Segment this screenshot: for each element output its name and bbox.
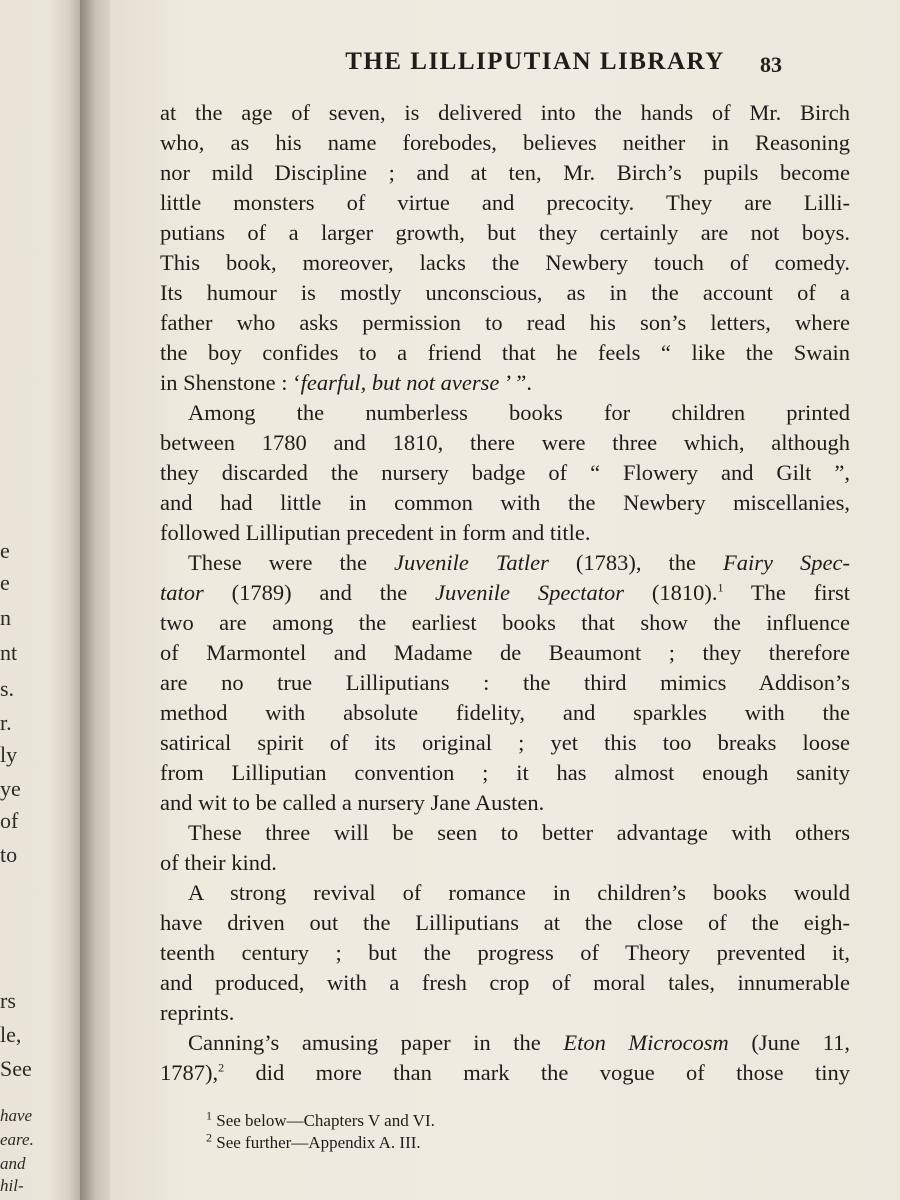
text-span: (1783), the bbox=[548, 550, 724, 575]
text-line: A strong revival of romance in children’s books would bbox=[188, 880, 850, 905]
text-span: ’ ”. bbox=[499, 370, 533, 395]
text-line: Among the numberless books for children printed bbox=[188, 400, 850, 425]
text-span: (1810). bbox=[624, 580, 718, 605]
left-fragment: n bbox=[0, 605, 11, 630]
text-line bbox=[160, 578, 850, 608]
left-fragment: nt bbox=[0, 640, 18, 665]
left-fragment: of bbox=[0, 808, 19, 833]
text-line: the boy confides to a friend that he feels “ like the Swain bbox=[160, 340, 850, 365]
italic-title: Juvenile Tatler bbox=[393, 550, 549, 575]
body-text bbox=[160, 98, 850, 1088]
left-fragment: have bbox=[0, 1106, 33, 1125]
left-fragment: See bbox=[0, 1056, 32, 1081]
left-fragment: to bbox=[0, 842, 18, 867]
left-fragment: s. bbox=[0, 676, 15, 701]
footnote-text: See below—Chapters V and VI. bbox=[212, 1111, 435, 1130]
text-line: reprints. bbox=[160, 1000, 235, 1025]
text-line: and wit to be called a nursery Jane Austen. bbox=[160, 790, 545, 815]
right-page bbox=[110, 0, 900, 1200]
text-span: Canning’s amusing paper in the bbox=[188, 1030, 564, 1055]
text-line: father who asks permission to read his son’s letters, where bbox=[160, 310, 850, 335]
left-facing-page bbox=[0, 0, 86, 1200]
text-line: they discarded the nursery badge of “ Flowery and Gilt ”, bbox=[160, 460, 850, 485]
running-header: THE LILLIPUTIAN LIBRARY bbox=[345, 48, 725, 75]
italic-title: Eton Microcosm bbox=[563, 1030, 729, 1055]
text-line: This book, moreover, lacks the Newbery touch of comedy. bbox=[160, 250, 850, 275]
text-line: little monsters of virtue and precocity. They are Lilli- bbox=[160, 190, 850, 215]
text-line: and had little in common with the Newbery miscellanies, bbox=[160, 490, 850, 515]
left-fragment: e bbox=[0, 570, 10, 595]
page-number: 83 bbox=[760, 52, 782, 77]
text-line: These three will be seen to better advantage with others bbox=[188, 820, 850, 845]
text-line: of their kind. bbox=[160, 850, 277, 875]
text-line: who, as his name forebodes, believes neither in Reasoning bbox=[160, 130, 850, 155]
footnote-ref: 1 bbox=[717, 580, 724, 595]
footnote-text: See further—Appendix A. III. bbox=[212, 1133, 421, 1152]
footnote bbox=[206, 1132, 435, 1154]
left-fragment: ye bbox=[0, 776, 21, 801]
left-fragment: and bbox=[0, 1154, 26, 1173]
left-fragment: rs bbox=[0, 988, 16, 1013]
text-line: nor mild Discipline ; and at ten, Mr. Birch’s pupils become bbox=[160, 160, 850, 185]
text-span: These were the bbox=[188, 550, 394, 575]
footnotes bbox=[206, 1110, 435, 1154]
left-fragment: ly bbox=[0, 742, 18, 767]
text-line: satirical spirit of its original ; yet this too breaks loose bbox=[160, 730, 850, 755]
left-fragment: eare. bbox=[0, 1130, 34, 1149]
text-line: and produced, with a fresh crop of moral tales, innumerable bbox=[160, 970, 850, 995]
left-fragment: e bbox=[0, 538, 10, 563]
text-span: did more than mark the vogue of those tiny bbox=[224, 1060, 850, 1085]
italic-title: Fairy Spec- bbox=[723, 550, 850, 575]
left-fragment: r. bbox=[0, 710, 12, 735]
text-span: (1789) and the bbox=[203, 580, 436, 605]
footnote-mark: 2 bbox=[206, 1130, 212, 1145]
footnote bbox=[206, 1110, 435, 1132]
text-line: teenth century ; but the progress of Theory prevented it, bbox=[160, 940, 850, 965]
text-line: two are among the earliest books that show the influence bbox=[160, 610, 850, 635]
text-span: The first bbox=[723, 580, 850, 605]
text-line: between 1780 and 1810, there were three which, although bbox=[160, 430, 850, 455]
text-line: at the age of seven, is delivered into the hands of Mr. Birch bbox=[160, 100, 850, 125]
italic-quote: fearful, but not averse bbox=[300, 370, 500, 395]
text-line: putians of a larger growth, but they certainly are not boys. bbox=[160, 220, 850, 245]
text-span: (June 11, bbox=[728, 1030, 850, 1055]
text-line: Its humour is mostly unconscious, as in the account of a bbox=[160, 280, 850, 305]
italic-title: tator bbox=[160, 580, 204, 605]
text-line bbox=[160, 368, 850, 398]
text-line: from Lilliputian convention ; it has almost enough sanity bbox=[160, 760, 850, 785]
text-line bbox=[160, 548, 850, 578]
left-fragment: hil- bbox=[0, 1176, 24, 1195]
text-line bbox=[160, 1028, 850, 1058]
footnote-mark: 1 bbox=[206, 1108, 212, 1123]
footnote-ref: 2 bbox=[218, 1060, 225, 1075]
text-line: are no true Lilliputians : the third mimics Addison’s bbox=[160, 670, 850, 695]
italic-title: Juvenile Spectator bbox=[435, 580, 625, 605]
text-line: followed Lilliputian precedent in form and title. bbox=[160, 520, 591, 545]
left-fragment: le, bbox=[0, 1022, 22, 1047]
text-line: method with absolute fidelity, and sparkles with the bbox=[160, 700, 850, 725]
text-line bbox=[160, 1058, 850, 1088]
text-span: 1787), bbox=[160, 1060, 219, 1085]
text-line: have driven out the Lilliputians at the close of the eigh- bbox=[160, 910, 850, 935]
text-span: in Shenstone : ‘ bbox=[160, 370, 301, 395]
text-line: of Marmontel and Madame de Beaumont ; they therefore bbox=[160, 640, 850, 665]
